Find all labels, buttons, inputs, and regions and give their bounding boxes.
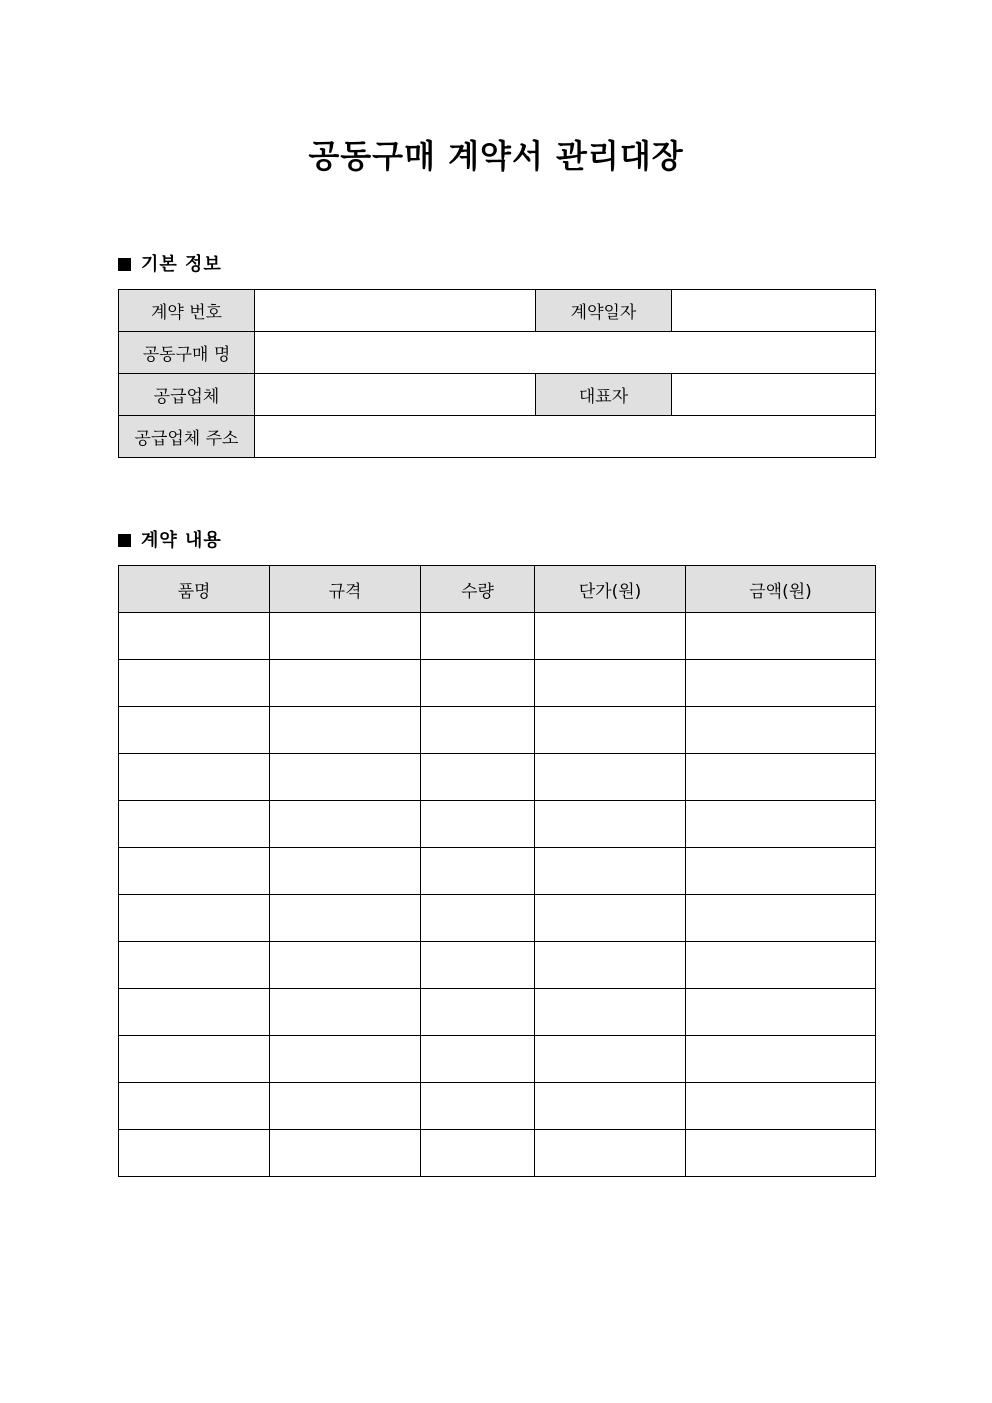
group-purchase-name-field[interactable] (255, 332, 876, 374)
unit-price-cell[interactable] (535, 660, 686, 707)
basic-info-heading (118, 253, 222, 277)
table-row (119, 707, 876, 754)
supplier-label: 공급업체 (119, 374, 255, 416)
unit-price-cell[interactable] (535, 801, 686, 848)
page-title: 공동구매 계약서 관리대장 (308, 137, 684, 175)
unit-price-cell[interactable] (535, 754, 686, 801)
spec-cell[interactable] (270, 1083, 421, 1130)
column-header-quantity: 수량 (421, 566, 535, 613)
column-header-spec: 규격 (270, 566, 421, 613)
amount-cell[interactable] (686, 1083, 876, 1130)
quantity-cell[interactable] (421, 895, 535, 942)
spec-cell[interactable] (270, 707, 421, 754)
spec-cell[interactable] (270, 660, 421, 707)
table-row (119, 1083, 876, 1130)
supplier-address-label: 공급업체 주소 (119, 416, 255, 458)
supplier-address-field[interactable] (255, 416, 876, 458)
contract-content-heading-text: 계약 내용 (141, 530, 222, 551)
table-row (119, 332, 876, 374)
representative-label: 대표자 (536, 374, 672, 416)
item-cell[interactable] (119, 1083, 270, 1130)
item-cell[interactable] (119, 942, 270, 989)
item-cell[interactable] (119, 989, 270, 1036)
item-cell[interactable] (119, 707, 270, 754)
table-row (119, 416, 876, 458)
column-header-item: 품명 (119, 566, 270, 613)
basic-info-table (118, 289, 876, 458)
quantity-cell[interactable] (421, 613, 535, 660)
amount-cell[interactable] (686, 1130, 876, 1177)
column-header-amount: 금액(원) (686, 566, 876, 613)
quantity-cell[interactable] (421, 942, 535, 989)
table-row (119, 989, 876, 1036)
amount-cell[interactable] (686, 660, 876, 707)
quantity-cell[interactable] (421, 1130, 535, 1177)
amount-cell[interactable] (686, 942, 876, 989)
table-row (119, 1130, 876, 1177)
unit-price-cell[interactable] (535, 848, 686, 895)
unit-price-cell[interactable] (535, 707, 686, 754)
basic-info-heading-text: 기본 정보 (141, 254, 222, 275)
table-row (119, 374, 876, 416)
group-purchase-name-label: 공동구매 명 (119, 332, 255, 374)
item-cell[interactable] (119, 1036, 270, 1083)
unit-price-cell[interactable] (535, 989, 686, 1036)
quantity-cell[interactable] (421, 660, 535, 707)
spec-cell[interactable] (270, 989, 421, 1036)
spec-cell[interactable] (270, 801, 421, 848)
item-cell[interactable] (119, 801, 270, 848)
item-cell[interactable] (119, 613, 270, 660)
quantity-cell[interactable] (421, 801, 535, 848)
item-cell[interactable] (119, 754, 270, 801)
amount-cell[interactable] (686, 895, 876, 942)
representative-field[interactable] (672, 374, 876, 416)
table-row (119, 754, 876, 801)
spec-cell[interactable] (270, 848, 421, 895)
amount-cell[interactable] (686, 801, 876, 848)
item-cell[interactable] (119, 895, 270, 942)
amount-cell[interactable] (686, 848, 876, 895)
contract-content-body (119, 613, 876, 1177)
unit-price-cell[interactable] (535, 1036, 686, 1083)
table-row (119, 613, 876, 660)
table-row (119, 290, 876, 332)
unit-price-cell[interactable] (535, 895, 686, 942)
quantity-cell[interactable] (421, 1036, 535, 1083)
table-row (119, 848, 876, 895)
item-cell[interactable] (119, 660, 270, 707)
amount-cell[interactable] (686, 707, 876, 754)
square-bullet-icon (118, 258, 131, 271)
unit-price-cell[interactable] (535, 1083, 686, 1130)
contract-content-table (118, 565, 876, 1177)
spec-cell[interactable] (270, 942, 421, 989)
spec-cell[interactable] (270, 754, 421, 801)
quantity-cell[interactable] (421, 1083, 535, 1130)
item-cell[interactable] (119, 1130, 270, 1177)
item-cell[interactable] (119, 848, 270, 895)
table-row (119, 801, 876, 848)
contract-number-field[interactable] (255, 290, 536, 332)
table-header-row (119, 566, 876, 613)
unit-price-cell[interactable] (535, 1130, 686, 1177)
amount-cell[interactable] (686, 1036, 876, 1083)
table-row (119, 895, 876, 942)
contract-date-label: 계약일자 (536, 290, 672, 332)
spec-cell[interactable] (270, 1036, 421, 1083)
quantity-cell[interactable] (421, 989, 535, 1036)
spec-cell[interactable] (270, 1130, 421, 1177)
contract-number-label: 계약 번호 (119, 290, 255, 332)
unit-price-cell[interactable] (535, 942, 686, 989)
spec-cell[interactable] (270, 613, 421, 660)
table-row (119, 1036, 876, 1083)
unit-price-cell[interactable] (535, 613, 686, 660)
supplier-field[interactable] (255, 374, 536, 416)
quantity-cell[interactable] (421, 707, 535, 754)
quantity-cell[interactable] (421, 754, 535, 801)
square-bullet-icon (118, 534, 131, 547)
amount-cell[interactable] (686, 754, 876, 801)
amount-cell[interactable] (686, 613, 876, 660)
contract-content-heading (118, 529, 222, 553)
table-row (119, 660, 876, 707)
quantity-cell[interactable] (421, 848, 535, 895)
table-row (119, 942, 876, 989)
column-header-unit-price: 단가(원) (535, 566, 686, 613)
spec-cell[interactable] (270, 895, 421, 942)
amount-cell[interactable] (686, 989, 876, 1036)
contract-date-field[interactable] (672, 290, 876, 332)
